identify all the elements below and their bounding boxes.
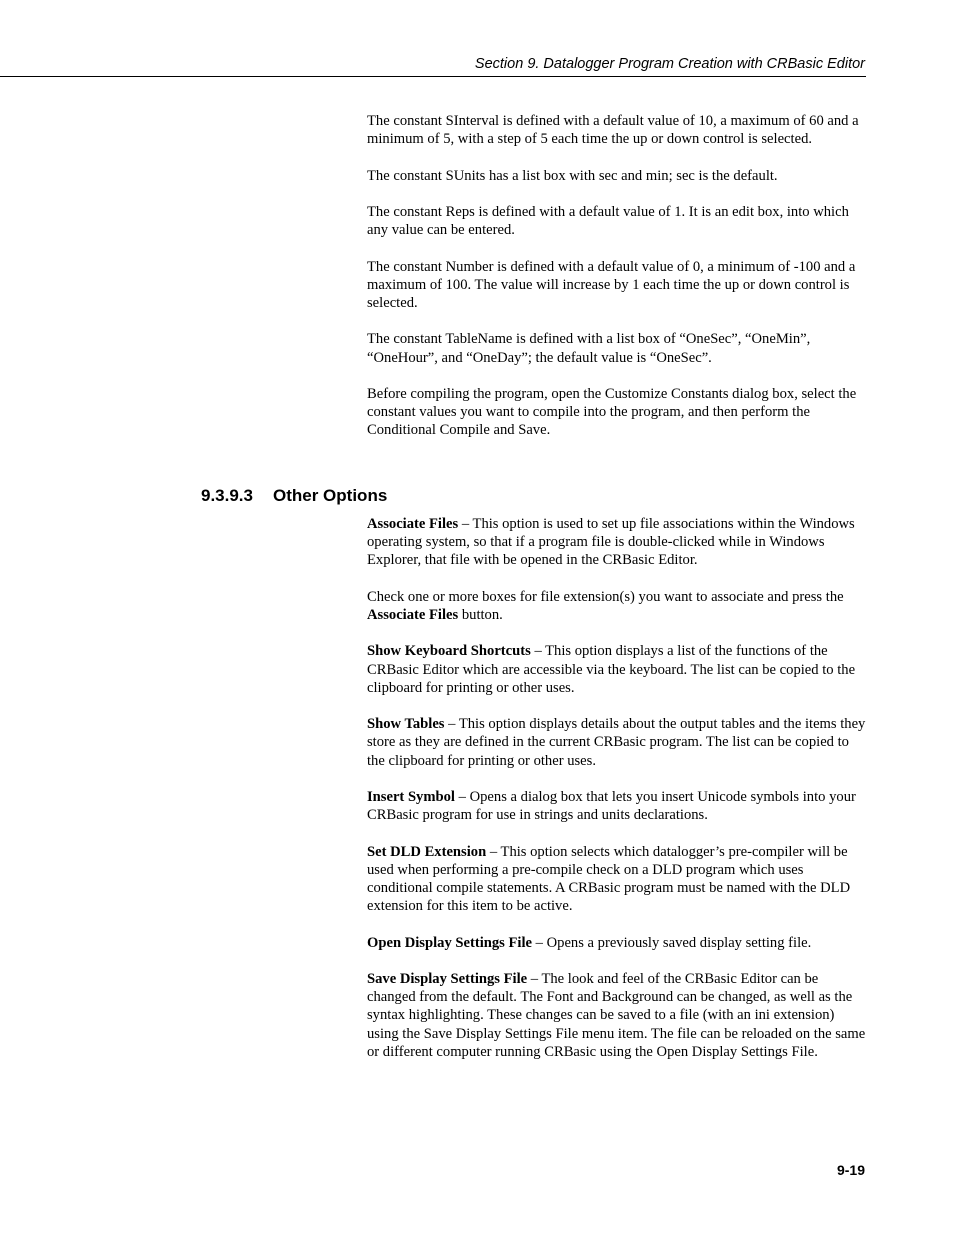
check-boxes-text-end: button.: [458, 607, 503, 623]
option-term: Set DLD Extension: [367, 843, 487, 860]
associate-files-button-ref: Associate Files: [367, 607, 459, 623]
option-description: – This option displays a list of the functions of the CRBasic Editor which are accessible via the keyboard. The list can be copied to the clipboard for printing or other uses.: [367, 643, 856, 696]
option-description: – This option is used to set up file associations within the Windows operating system, so that if a program file is double-clicked while in Windows Explorer, that file with be opened in the CRBasic Editor.: [367, 516, 855, 569]
option-term: Show Tables: [367, 716, 445, 733]
constants-description: [367, 112, 867, 458]
paragraph-reps: The constant Reps is defined with a default value of 1. It is an edit box, into which any value can be entered.: [367, 203, 849, 239]
section-heading: [201, 485, 387, 507]
option-open-display-settings: [367, 934, 867, 952]
option-term: Associate Files: [367, 516, 459, 532]
option-insert-symbol: [367, 788, 867, 824]
option-term: Show Keyboard Shortcuts: [367, 643, 531, 660]
option-term: Save Display Settings File: [367, 970, 528, 987]
paragraph-tablename: The constant TableName is defined with a list box of “OneSec”, “OneMin”, “OneHour”, and “OneDay”; the default value is “OneSec”.: [367, 331, 811, 366]
option-description: – This option selects which datalogger’s pre-compiler will be used when performing a pre-compile check on a DLD program which uses conditional compile statements. A CRBasic program must be named with the DLD extension for this item to be active.: [367, 843, 851, 915]
section-title: Other Options: [273, 486, 388, 505]
option-show-keyboard-shortcuts: [367, 642, 867, 697]
option-set-dld-extension: [367, 843, 867, 916]
paragraph-check-boxes: [367, 588, 867, 624]
option-term: Open Display Settings File: [367, 934, 533, 951]
paragraph-before-compiling: Before compiling the program, open the Customize Constants dialog box, select the constant values you want to compile into the program, and then perform the Conditional Compile and Save.: [367, 385, 857, 439]
section-number: 9.3.9.3: [201, 486, 253, 505]
option-show-tables: [367, 715, 867, 770]
running-header: Section 9. Datalogger Program Creation with CRBasic Editor: [474, 56, 865, 72]
paragraph-number: The constant Number is defined with a default value of 0, a minimum of -100 and a maximum of 100. The value will increase by 1 each time the up or down control is selected.: [367, 258, 856, 311]
option-associate-files: [367, 515, 867, 570]
header-rule: [0, 76, 866, 77]
check-boxes-text: Check one or more boxes for file extension(s) you want to associate and press the: [367, 588, 844, 605]
option-description: – Opens a dialog box that lets you insert Unicode symbols into your CRBasic program for use in strings and units declarations.: [367, 788, 856, 824]
other-options-list: [367, 515, 867, 1079]
option-description: – The look and feel of the CRBasic Editor can be changed from the default. The Font and Background can be changed, as well as the syntax highlighting. These changes can be saved to a file (with an ini extension) using the Save Display Settings File menu item. The file can be reloaded on the same or different computer running CRBasic using the Open Display Settings File.: [367, 970, 866, 1060]
paragraph-sunits: The constant SUnits has a list box with sec and min; sec is the default.: [367, 167, 778, 184]
page-number: 9-19: [836, 1162, 865, 1178]
option-description: – This option displays details about the output tables and the items they store as they are defined in the current CRBasic program. The list can be copied to the clipboard for printing or other uses.: [367, 716, 866, 769]
option-term: Insert Symbol: [367, 788, 455, 805]
paragraph-sinterval: The constant SInterval is defined with a default value of 10, a maximum of 60 and a minimum of 5, with a step of 5 each time the up or down control is selected.: [367, 113, 859, 148]
option-description: – Opens a previously saved display setting file.: [532, 934, 812, 951]
option-save-display-settings: [367, 970, 867, 1061]
